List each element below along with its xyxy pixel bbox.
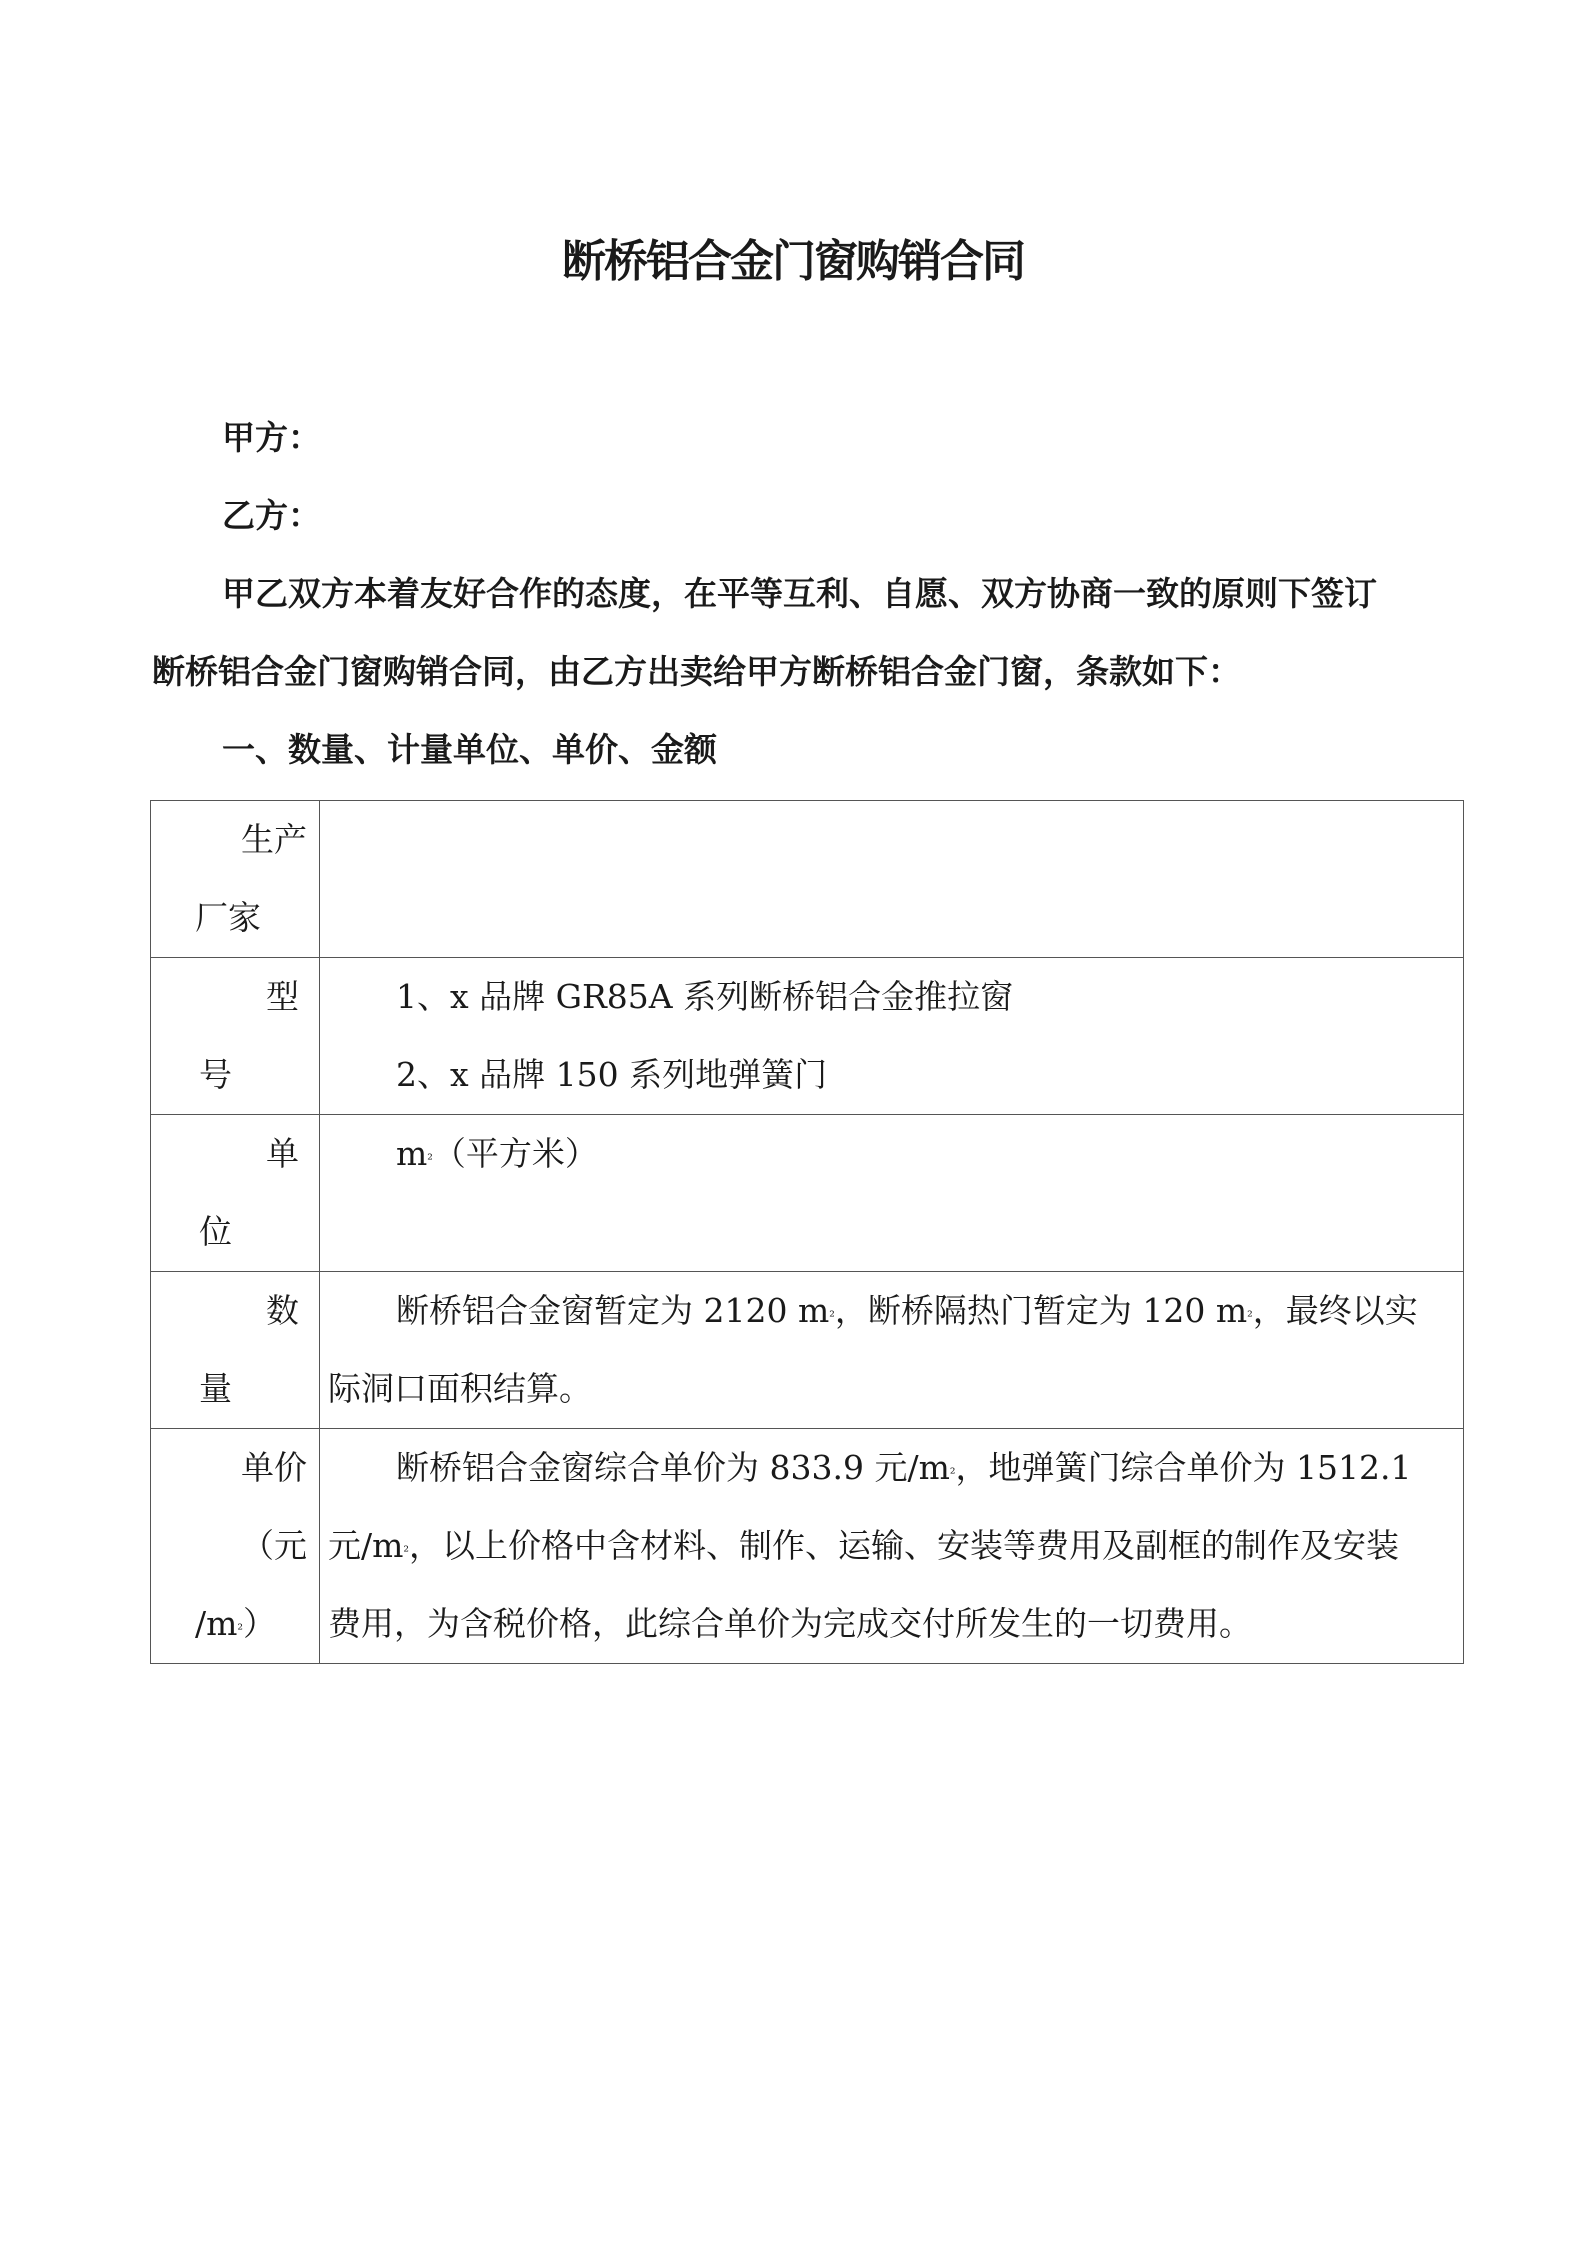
intro-paragraph-line-2: 断桥铝合金门窗购销合同，由乙方出卖给甲方断桥铝合金门窗，条款如下： xyxy=(152,652,1241,691)
product-spec-table xyxy=(150,800,1464,1664)
unit-label-line-1: 单 xyxy=(266,1134,299,1173)
price-value-cell xyxy=(320,1429,1464,1664)
manufacturer-label-cell xyxy=(151,801,320,958)
price-label-superscript: ² xyxy=(237,1622,244,1638)
document-title: 断桥铝合金门窗购销合同 xyxy=(562,236,1024,287)
manufacturer-value-cell xyxy=(320,801,1464,958)
model-label-cell xyxy=(151,958,320,1115)
party-a-label: 甲方： xyxy=(222,418,321,457)
quantity-final-text: ，最终以实 xyxy=(1252,1291,1418,1330)
quantity-value-cell xyxy=(320,1272,1464,1429)
price-label-cell xyxy=(151,1429,320,1664)
quantity-label-cell xyxy=(151,1272,320,1429)
unit-label-line-2: 位 xyxy=(199,1212,232,1251)
quantity-value-line-2: 际洞口面积结算。 xyxy=(328,1369,592,1408)
price-label-unit: /m xyxy=(195,1604,238,1643)
unit-value-superscript: ² xyxy=(427,1152,433,1168)
price-value-line-3: 费用，为含税价格，此综合单价为完成交付所发生的一切费用。 xyxy=(328,1604,1252,1643)
quantity-value-line-1 xyxy=(320,1272,1463,1350)
quantity-window-text: 断桥铝合金窗暂定为 2120 m xyxy=(396,1291,830,1330)
price-superscript-1: ² xyxy=(949,1466,956,1482)
model-value-line-2: 2、x 品牌 150 系列地弹簧门 xyxy=(396,1055,828,1094)
party-b-label: 乙方： xyxy=(222,496,321,535)
quantity-superscript-1: ² xyxy=(829,1309,835,1325)
price-window-text: 断桥铝合金窗综合单价为 833.9 元/m xyxy=(396,1448,950,1487)
price-door-unit: 元/m xyxy=(328,1526,404,1565)
price-includes-text: ，以上价格中含材料、制作、运输、安装等费用及副框的制作及安装 xyxy=(409,1526,1400,1565)
model-value-line-1: 1、x 品牌 GR85A 系列断桥铝合金推拉窗 xyxy=(396,977,1014,1016)
price-label-line-2: （元 xyxy=(241,1526,307,1565)
model-value-cell xyxy=(320,958,1464,1115)
price-label-line-3 xyxy=(151,1585,319,1663)
unit-value-cell xyxy=(320,1115,1464,1272)
section-heading-quantity-price: 一、数量、计量单位、单价、金额 xyxy=(222,730,717,769)
price-door-text: ，地弹簧门综合单价为 1512.1 xyxy=(955,1448,1412,1487)
table-row-price xyxy=(151,1429,1464,1664)
price-value-line-1 xyxy=(320,1429,1463,1507)
price-label-line-1: 单价 xyxy=(241,1448,307,1487)
model-label-line-1: 型 xyxy=(266,977,299,1016)
model-label-line-2: 号 xyxy=(199,1055,232,1094)
table-row-model xyxy=(151,958,1464,1115)
unit-label-cell xyxy=(151,1115,320,1272)
table-row-unit xyxy=(151,1115,1464,1272)
unit-value xyxy=(320,1115,1463,1193)
quantity-label-line-1: 数 xyxy=(266,1291,299,1330)
price-label-close: ） xyxy=(243,1604,277,1643)
intro-paragraph-line-1: 甲乙双方本着友好合作的态度，在平等互利、自愿、双方协商一致的原则下签订 xyxy=(222,574,1377,613)
price-superscript-2: ² xyxy=(403,1544,410,1560)
table-row-quantity xyxy=(151,1272,1464,1429)
quantity-label-line-2: 量 xyxy=(199,1369,232,1408)
price-value-line-2 xyxy=(320,1507,1463,1585)
table-row-manufacturer xyxy=(151,801,1464,958)
unit-value-text: （平方米） xyxy=(432,1134,598,1173)
quantity-door-text: ，断桥隔热门暂定为 120 m xyxy=(834,1291,1248,1330)
manufacturer-label-line-2: 厂家 xyxy=(195,898,261,937)
quantity-superscript-2: ² xyxy=(1247,1309,1253,1325)
manufacturer-label-line-1: 生产 xyxy=(241,820,307,859)
unit-value-symbol: m xyxy=(396,1134,428,1173)
